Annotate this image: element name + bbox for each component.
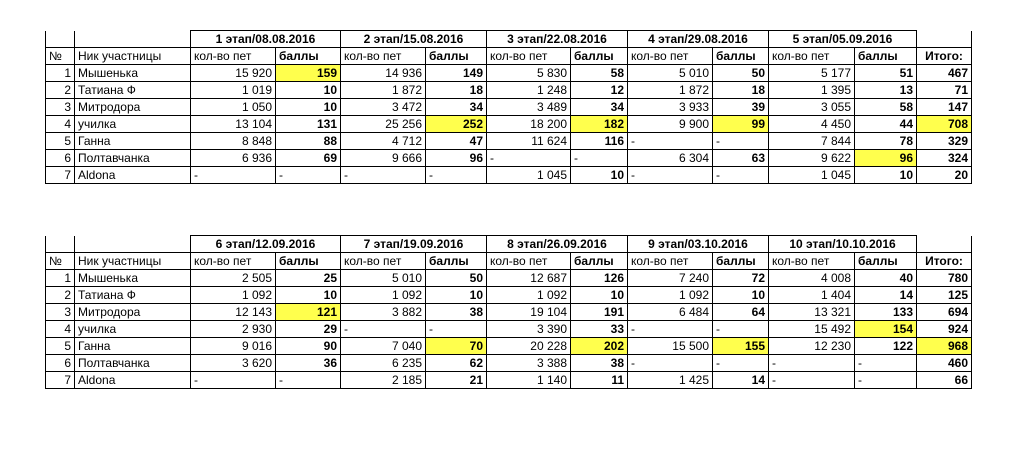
points-cell: 182 — [571, 116, 628, 133]
points-cell: 62 — [426, 355, 487, 372]
stage-header: 9 этап/03.10.2016 — [628, 236, 769, 253]
table-row — [46, 321, 972, 338]
pet-count-cell: - — [628, 355, 713, 372]
stage-header: 5 этап/05.09.2016 — [769, 31, 917, 48]
column-header-row — [46, 48, 972, 65]
pet-count-cell: 8 848 — [191, 133, 276, 150]
pet-count-cell: 4 008 — [769, 270, 855, 287]
points-cell: - — [276, 167, 341, 184]
pet-count-cell: 3 390 — [487, 321, 571, 338]
points-cell: 10 — [276, 287, 341, 304]
table-row — [46, 99, 972, 116]
pet-count-cell: - — [341, 321, 426, 338]
pet-count-cell: 2 505 — [191, 270, 276, 287]
pet-count-cell: - — [769, 372, 855, 389]
pet-count-header: кол-во пет — [191, 253, 276, 270]
points-cell: 18 — [426, 82, 487, 99]
pet-count-header: кол-во пет — [769, 253, 855, 270]
total-cell: 329 — [917, 133, 972, 150]
points-cell: 14 — [713, 372, 769, 389]
points-cell: 13 — [855, 82, 917, 99]
points-cell: 131 — [276, 116, 341, 133]
pet-count-cell: 11 624 — [487, 133, 571, 150]
pet-count-cell: - — [341, 167, 426, 184]
points-cell: 154 — [855, 321, 917, 338]
pet-count-cell: 19 104 — [487, 304, 571, 321]
points-cell: 39 — [713, 99, 769, 116]
pet-count-cell: 1 092 — [191, 287, 276, 304]
points-cell: 70 — [426, 338, 487, 355]
total-header: Итого: — [917, 253, 972, 270]
pet-count-cell: 5 177 — [769, 65, 855, 82]
pet-count-cell: 7 040 — [341, 338, 426, 355]
number-header: № — [46, 253, 75, 270]
table-row — [46, 116, 972, 133]
table-row — [46, 133, 972, 150]
pet-count-cell: 2 930 — [191, 321, 276, 338]
points-cell: 21 — [426, 372, 487, 389]
row-number: 7 — [46, 372, 75, 389]
table-row — [46, 82, 972, 99]
pet-count-cell: 1 050 — [191, 99, 276, 116]
total-cell: 66 — [917, 372, 972, 389]
pet-count-cell: 7 240 — [628, 270, 713, 287]
points-cell: 10 — [426, 287, 487, 304]
column-header-row — [46, 253, 972, 270]
total-cell: 694 — [917, 304, 972, 321]
points-cell: - — [426, 167, 487, 184]
pet-count-cell: 3 933 — [628, 99, 713, 116]
pet-count-cell: - — [628, 167, 713, 184]
points-cell: 12 — [571, 82, 628, 99]
pet-count-cell: 1 248 — [487, 82, 571, 99]
points-cell: 149 — [426, 65, 487, 82]
total-cell: 125 — [917, 287, 972, 304]
total-cell: 708 — [917, 116, 972, 133]
pet-count-header: кол-во пет — [769, 48, 855, 65]
stage-table-2 — [45, 235, 972, 389]
points-cell: 10 — [276, 82, 341, 99]
pet-count-cell: 1 092 — [628, 287, 713, 304]
points-cell: 10 — [571, 287, 628, 304]
pet-count-cell: 5 010 — [341, 270, 426, 287]
points-cell: 33 — [571, 321, 628, 338]
pet-count-cell: 7 844 — [769, 133, 855, 150]
participant-name: Митродора — [75, 304, 191, 321]
pet-count-cell: 6 936 — [191, 150, 276, 167]
points-header: баллы — [276, 253, 341, 270]
empty-header-cell — [75, 31, 191, 48]
pet-count-cell: - — [487, 150, 571, 167]
row-number: 1 — [46, 270, 75, 287]
row-number: 4 — [46, 116, 75, 133]
table-row — [46, 270, 972, 287]
points-cell: 11 — [571, 372, 628, 389]
row-number: 2 — [46, 82, 75, 99]
points-cell: 38 — [426, 304, 487, 321]
table-row — [46, 304, 972, 321]
points-cell: 51 — [855, 65, 917, 82]
points-cell: - — [713, 321, 769, 338]
points-cell: 10 — [855, 167, 917, 184]
table-body — [46, 65, 972, 184]
points-cell: 58 — [855, 99, 917, 116]
participant-name: Татиана Ф — [75, 287, 191, 304]
points-cell: 34 — [571, 99, 628, 116]
nick-header: Ник участницы — [75, 253, 191, 270]
row-number: 4 — [46, 321, 75, 338]
points-header: баллы — [426, 48, 487, 65]
pet-count-cell: 12 230 — [769, 338, 855, 355]
pet-count-cell: 5 830 — [487, 65, 571, 82]
pet-count-cell: 15 492 — [769, 321, 855, 338]
stage-header: 1 этап/08.08.2016 — [191, 31, 341, 48]
points-cell: 36 — [276, 355, 341, 372]
pet-count-header: кол-во пет — [191, 48, 276, 65]
table-row — [46, 65, 972, 82]
pet-count-cell: 3 620 — [191, 355, 276, 372]
points-cell: 38 — [571, 355, 628, 372]
points-cell: 96 — [426, 150, 487, 167]
points-cell: 29 — [276, 321, 341, 338]
pet-count-cell: 3 055 — [769, 99, 855, 116]
pet-count-cell: 3 882 — [341, 304, 426, 321]
pet-count-cell: - — [191, 372, 276, 389]
pet-count-cell: 3 472 — [341, 99, 426, 116]
stage-header: 10 этап/10.10.2016 — [769, 236, 917, 253]
points-cell: 78 — [855, 133, 917, 150]
pet-count-cell: 4 450 — [769, 116, 855, 133]
pet-count-header: кол-во пет — [341, 253, 426, 270]
pet-count-cell: 18 200 — [487, 116, 571, 133]
stage-header: 6 этап/12.09.2016 — [191, 236, 341, 253]
points-header: баллы — [571, 253, 628, 270]
participant-name: Aldona — [75, 372, 191, 389]
points-cell: 90 — [276, 338, 341, 355]
points-cell: 40 — [855, 270, 917, 287]
pet-count-cell: - — [769, 355, 855, 372]
table-row — [46, 167, 972, 184]
points-cell: 116 — [571, 133, 628, 150]
total-header: Итого: — [917, 48, 972, 65]
points-header: баллы — [855, 48, 917, 65]
points-cell: - — [713, 355, 769, 372]
points-cell: 63 — [713, 150, 769, 167]
participant-name: Полтавчанка — [75, 355, 191, 372]
points-header: баллы — [855, 253, 917, 270]
pet-count-cell: 3 489 — [487, 99, 571, 116]
points-cell: 47 — [426, 133, 487, 150]
table-row — [46, 150, 972, 167]
participant-name: Полтавчанка — [75, 150, 191, 167]
points-cell: 10 — [713, 287, 769, 304]
points-cell: 126 — [571, 270, 628, 287]
points-cell: 34 — [426, 99, 487, 116]
points-cell: 133 — [855, 304, 917, 321]
pet-count-cell: 2 185 — [341, 372, 426, 389]
points-cell: - — [855, 355, 917, 372]
empty-header-cell — [75, 236, 191, 253]
pet-count-cell: 15 500 — [628, 338, 713, 355]
points-cell: 252 — [426, 116, 487, 133]
row-number: 6 — [46, 355, 75, 372]
stage-header: 4 этап/29.08.2016 — [628, 31, 769, 48]
points-cell: - — [713, 133, 769, 150]
stage-header: 7 этап/19.09.2016 — [341, 236, 487, 253]
pet-count-cell: 12 687 — [487, 270, 571, 287]
stage-table-1 — [45, 30, 972, 184]
points-cell: 18 — [713, 82, 769, 99]
points-cell: 69 — [276, 150, 341, 167]
participant-name: училка — [75, 321, 191, 338]
stage-header: 8 этап/26.09.2016 — [487, 236, 628, 253]
points-cell: 64 — [713, 304, 769, 321]
pet-count-cell: 1 092 — [341, 287, 426, 304]
row-number: 6 — [46, 150, 75, 167]
pet-count-header: кол-во пет — [628, 253, 713, 270]
table-row — [46, 372, 972, 389]
points-cell: 88 — [276, 133, 341, 150]
pet-count-cell: 20 228 — [487, 338, 571, 355]
pet-count-cell: 1 092 — [487, 287, 571, 304]
total-cell: 460 — [917, 355, 972, 372]
row-number: 7 — [46, 167, 75, 184]
points-header: баллы — [426, 253, 487, 270]
empty-header-cell — [917, 236, 972, 253]
participant-name: Мышенька — [75, 270, 191, 287]
participant-name: Ганна — [75, 133, 191, 150]
stage-header: 3 этап/22.08.2016 — [487, 31, 628, 48]
number-header: № — [46, 48, 75, 65]
points-cell: 121 — [276, 304, 341, 321]
row-number: 2 — [46, 287, 75, 304]
points-cell: - — [713, 167, 769, 184]
pet-count-cell: 1 140 — [487, 372, 571, 389]
pet-count-header: кол-во пет — [487, 48, 571, 65]
empty-header-cell — [46, 236, 75, 253]
pet-count-cell: 9 666 — [341, 150, 426, 167]
points-header: баллы — [713, 48, 769, 65]
pet-count-cell: 6 235 — [341, 355, 426, 372]
pet-count-cell: 15 920 — [191, 65, 276, 82]
points-header: баллы — [713, 253, 769, 270]
stage-header-row — [46, 31, 972, 48]
total-cell: 20 — [917, 167, 972, 184]
table-row — [46, 287, 972, 304]
points-cell: 159 — [276, 65, 341, 82]
pet-count-cell: 6 304 — [628, 150, 713, 167]
pet-count-cell: 13 104 — [191, 116, 276, 133]
participant-name: Татиана Ф — [75, 82, 191, 99]
points-cell: 155 — [713, 338, 769, 355]
participant-name: Ганна — [75, 338, 191, 355]
pet-count-cell: 13 321 — [769, 304, 855, 321]
total-cell: 324 — [917, 150, 972, 167]
pet-count-cell: 12 143 — [191, 304, 276, 321]
total-cell: 968 — [917, 338, 972, 355]
pet-count-cell: 3 388 — [487, 355, 571, 372]
participant-name: училка — [75, 116, 191, 133]
table-row — [46, 338, 972, 355]
points-cell: 58 — [571, 65, 628, 82]
participant-name: Aldona — [75, 167, 191, 184]
total-cell: 71 — [917, 82, 972, 99]
total-cell: 147 — [917, 99, 972, 116]
points-cell: 44 — [855, 116, 917, 133]
participant-name: Митродора — [75, 99, 191, 116]
row-number: 3 — [46, 99, 75, 116]
points-cell: 10 — [571, 167, 628, 184]
total-cell: 467 — [917, 65, 972, 82]
nick-header: Ник участницы — [75, 48, 191, 65]
points-cell: 72 — [713, 270, 769, 287]
points-cell: 10 — [276, 99, 341, 116]
points-cell: 191 — [571, 304, 628, 321]
points-cell: - — [571, 150, 628, 167]
points-cell: - — [276, 372, 341, 389]
pet-count-cell: 9 900 — [628, 116, 713, 133]
pet-count-cell: 5 010 — [628, 65, 713, 82]
participant-name: Мышенька — [75, 65, 191, 82]
points-cell: - — [426, 321, 487, 338]
points-cell: 50 — [426, 270, 487, 287]
table-row — [46, 355, 972, 372]
points-cell: 96 — [855, 150, 917, 167]
empty-header-cell — [917, 31, 972, 48]
points-cell: 14 — [855, 287, 917, 304]
pet-count-cell: 1 019 — [191, 82, 276, 99]
pet-count-cell: - — [191, 167, 276, 184]
total-cell: 924 — [917, 321, 972, 338]
pet-count-cell: - — [628, 321, 713, 338]
row-number: 1 — [46, 65, 75, 82]
points-cell: 122 — [855, 338, 917, 355]
pet-count-cell: 9 016 — [191, 338, 276, 355]
points-cell: 50 — [713, 65, 769, 82]
points-cell: 25 — [276, 270, 341, 287]
pet-count-cell: 25 256 — [341, 116, 426, 133]
row-number: 3 — [46, 304, 75, 321]
row-number: 5 — [46, 133, 75, 150]
stage-header-row — [46, 236, 972, 253]
pet-count-cell: 1 045 — [487, 167, 571, 184]
pet-count-cell: 1 425 — [628, 372, 713, 389]
pet-count-header: кол-во пет — [487, 253, 571, 270]
stage-header: 2 этап/15.08.2016 — [341, 31, 487, 48]
points-cell: - — [855, 372, 917, 389]
pet-count-cell: 1 872 — [628, 82, 713, 99]
pet-count-header: кол-во пет — [628, 48, 713, 65]
points-cell: 99 — [713, 116, 769, 133]
empty-header-cell — [46, 31, 75, 48]
points-cell: 202 — [571, 338, 628, 355]
pet-count-cell: 1 404 — [769, 287, 855, 304]
pet-count-header: кол-во пет — [341, 48, 426, 65]
points-header: баллы — [276, 48, 341, 65]
row-number: 5 — [46, 338, 75, 355]
total-cell: 780 — [917, 270, 972, 287]
pet-count-cell: 6 484 — [628, 304, 713, 321]
pet-count-cell: 14 936 — [341, 65, 426, 82]
pet-count-cell: 1 872 — [341, 82, 426, 99]
pet-count-cell: 1 045 — [769, 167, 855, 184]
pet-count-cell: 9 622 — [769, 150, 855, 167]
table-body — [46, 270, 972, 389]
pet-count-cell: - — [628, 133, 713, 150]
points-header: баллы — [571, 48, 628, 65]
pet-count-cell: 1 395 — [769, 82, 855, 99]
pet-count-cell: 4 712 — [341, 133, 426, 150]
